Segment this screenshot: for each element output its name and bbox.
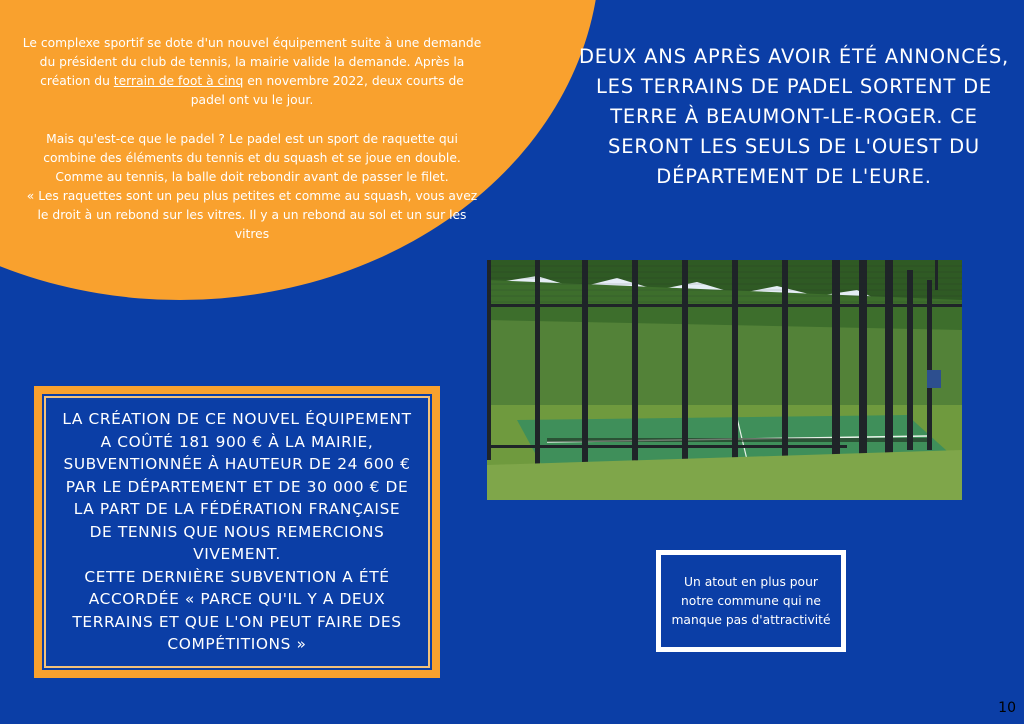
cost-box — [34, 386, 440, 678]
foot-a-cinq-link[interactable]: terrain de foot à cinq — [113, 74, 244, 88]
headline: DEUX ANS APRÈS AVOIR ÉTÉ ANNONCÉS, LES TERRAINS DE PADEL SORTENT DE TERRE À BEAUMONT-LE-ROGER. CE SERONT LES SEULS DE L'OUEST DU DÉPARTEMENT DE L'EURE. — [578, 45, 1010, 188]
intro-paragraph-1: Le complexe sportif se dote d'un nouvel équipement suite à une demande du président du club de tennis, la mairie valide la demande. Après la création du terrain de foot à cinq en novembre 2022, deux courts de padel ont vu le jour. — [22, 36, 482, 107]
intro-paragraph-2: Mais qu'est-ce que le padel ? Le padel est un sport de raquette qui combine des éléments du tennis et du squash et se joue en double. Comme au tennis, la balle doit rebondir avant de passer le filet. « Les raquettes sont un peu plus petites et comme au squash, vous avez le droit à un rebond sur les vitres. Il y a un rebond au sol et un sur les vitres — [26, 132, 478, 241]
page-number: 10 — [998, 700, 1016, 716]
padel-court-photo — [487, 260, 962, 500]
intro-text — [22, 34, 482, 244]
cost-box-text: LA CRÉATION DE CE NOUVEL ÉQUIPEMENT A COÛTÉ 181 900 € À LA MAIRIE, SUBVENTIONNÉE À HAUTEUR DE 24 600 € PAR LE DÉPARTEMENT ET DE 30 000 € DE LA PART DE LA FÉDÉRATION FRANÇAISE DE TENNIS QUE NOUS REMERCIONS VIVEMENT. CETTE DERNIÈRE SUBVENTION A ÉTÉ ACCORDÉE « PARCE QU'IL Y A DEUX TERRAINS ET QUE L'ON PEUT FAIRE DES COMPÉTITIONS » — [44, 396, 430, 668]
atout-box: Un atout en plus pour notre commune qui ne manque pas d'attractivité — [656, 550, 846, 652]
